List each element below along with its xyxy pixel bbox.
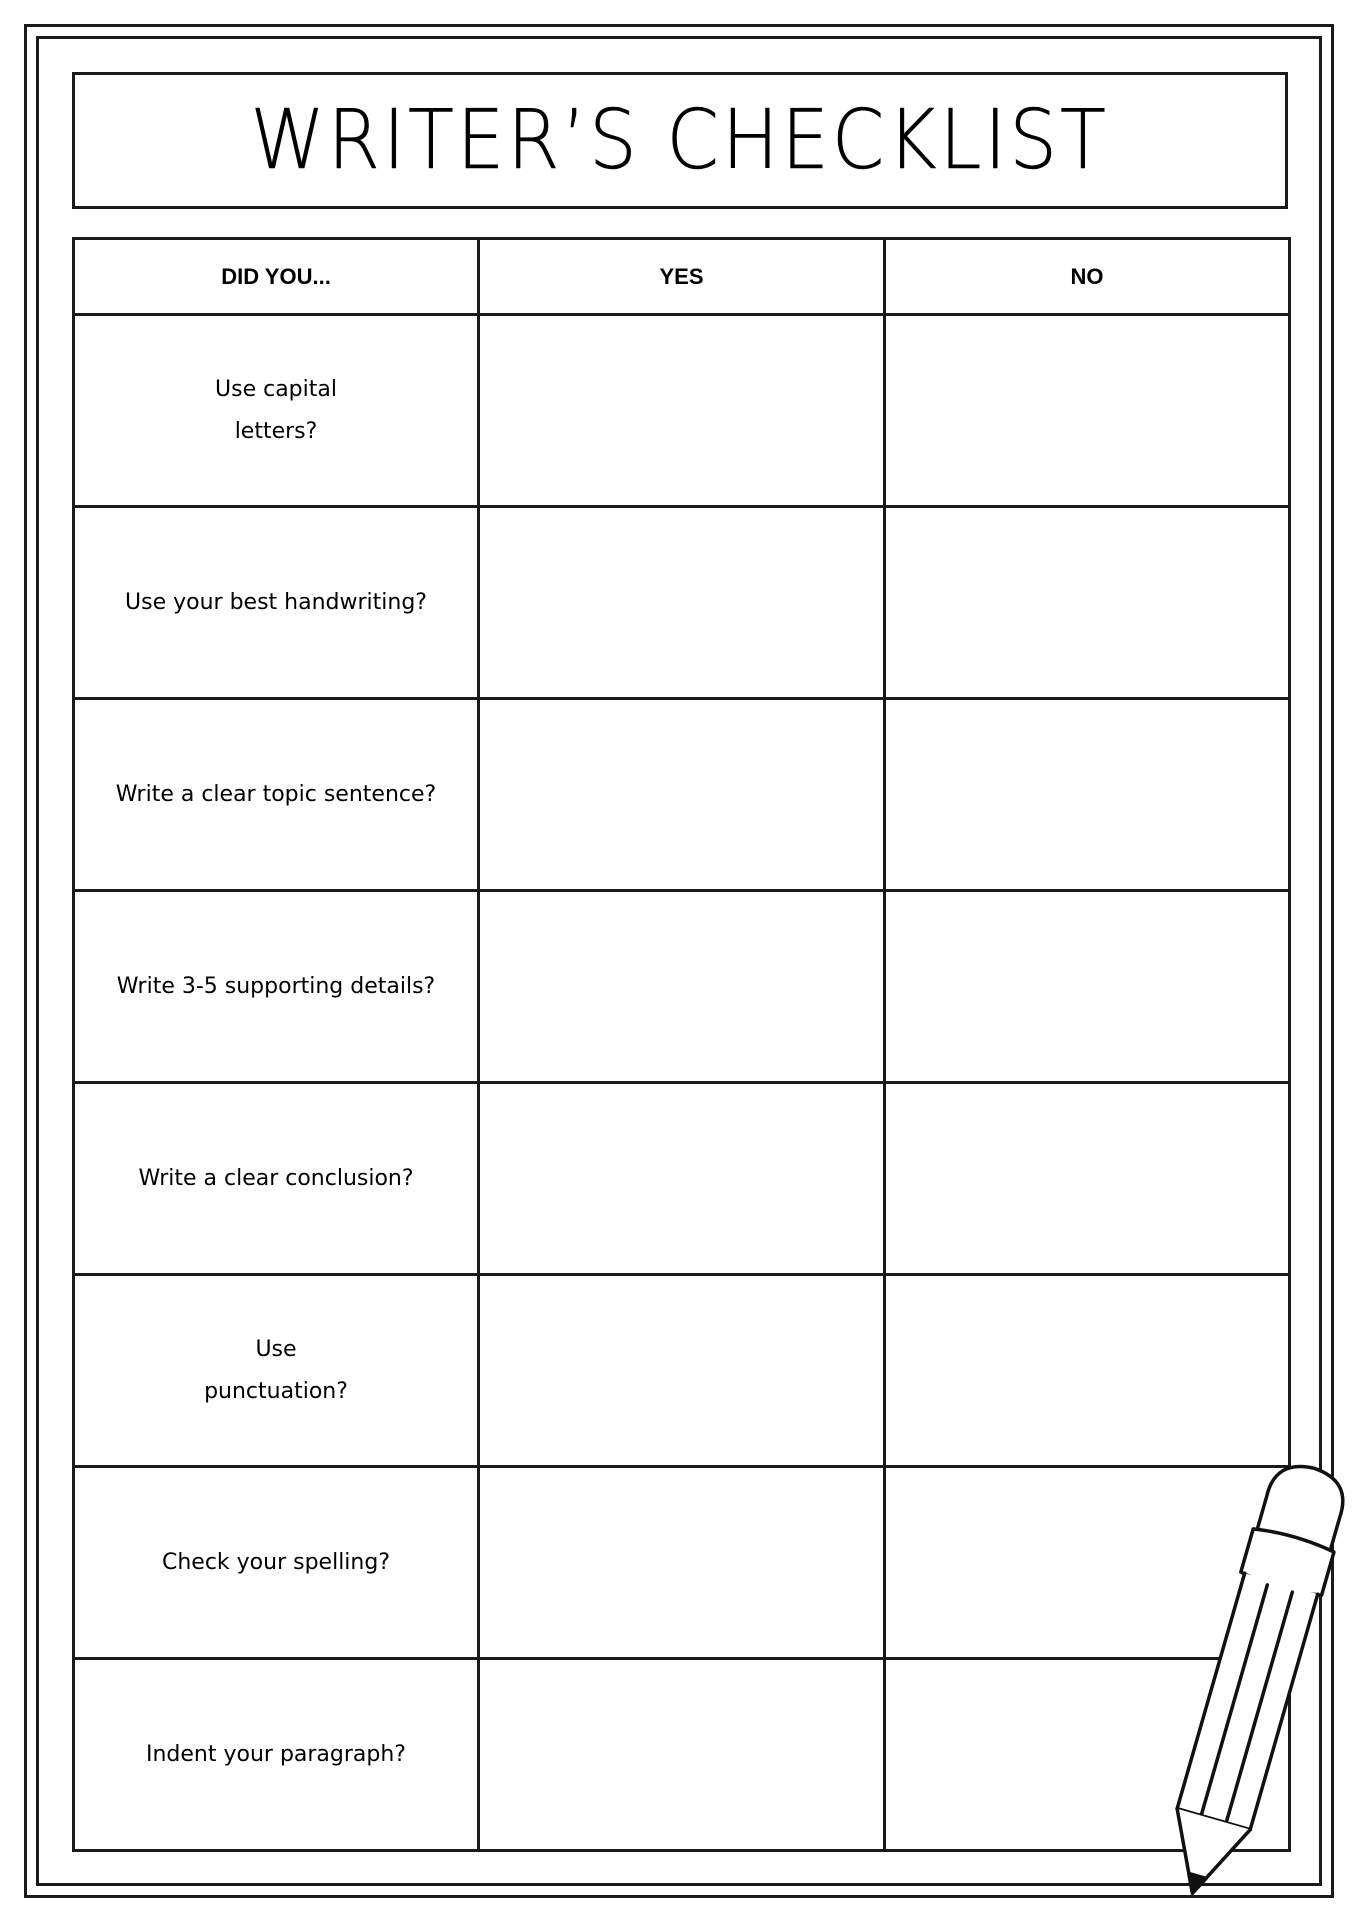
- question-text: Write a clear topic sentence?: [115, 781, 437, 807]
- title-box: [72, 72, 1288, 209]
- table-row: [74, 315, 1290, 507]
- question-cell: [74, 507, 479, 699]
- yes-cell[interactable]: [479, 891, 885, 1083]
- table-row: [74, 1083, 1290, 1275]
- header-no: NO: [885, 239, 1290, 315]
- no-cell[interactable]: [885, 699, 1290, 891]
- table-row: [74, 507, 1290, 699]
- question-text: Use punctuation?: [204, 1336, 348, 1404]
- question-text: Write a clear conclusion?: [138, 1165, 414, 1191]
- header-did-you: DID YOU...: [74, 239, 479, 315]
- table-row: [74, 891, 1290, 1083]
- header-row: [74, 239, 1290, 315]
- question-cell: [74, 315, 479, 507]
- question-cell: [74, 1275, 479, 1467]
- question-text: Use capital letters?: [215, 376, 337, 444]
- header-yes: YES: [479, 239, 885, 315]
- table-row: [74, 1467, 1290, 1659]
- yes-cell[interactable]: [479, 1083, 885, 1275]
- no-cell[interactable]: [885, 1275, 1290, 1467]
- question-cell: [74, 699, 479, 891]
- question-cell: [74, 1083, 479, 1275]
- question-cell: [74, 1659, 479, 1851]
- no-cell[interactable]: [885, 315, 1290, 507]
- table-row: [74, 699, 1290, 891]
- yes-cell[interactable]: [479, 1275, 885, 1467]
- yes-cell[interactable]: [479, 1659, 885, 1851]
- question-text: Indent your paragraph?: [145, 1741, 406, 1767]
- pencil-icon: [1155, 1440, 1355, 1910]
- yes-cell[interactable]: [479, 699, 885, 891]
- question-text: Write 3-5 supporting details?: [116, 973, 436, 999]
- no-cell[interactable]: [885, 891, 1290, 1083]
- no-cell[interactable]: [885, 507, 1290, 699]
- question-cell: [74, 1467, 479, 1659]
- table-row: [74, 1659, 1290, 1851]
- no-cell[interactable]: [885, 1083, 1290, 1275]
- yes-cell[interactable]: [479, 1467, 885, 1659]
- page-title: WRITER’S CHECKLIST: [250, 93, 1110, 188]
- question-text: Use your best handwriting?: [125, 589, 427, 615]
- question-text: Check your spelling?: [161, 1549, 390, 1575]
- table-row: [74, 1275, 1290, 1467]
- yes-cell[interactable]: [479, 315, 885, 507]
- checklist-table: [72, 237, 1291, 1852]
- question-cell: [74, 891, 479, 1083]
- yes-cell[interactable]: [479, 507, 885, 699]
